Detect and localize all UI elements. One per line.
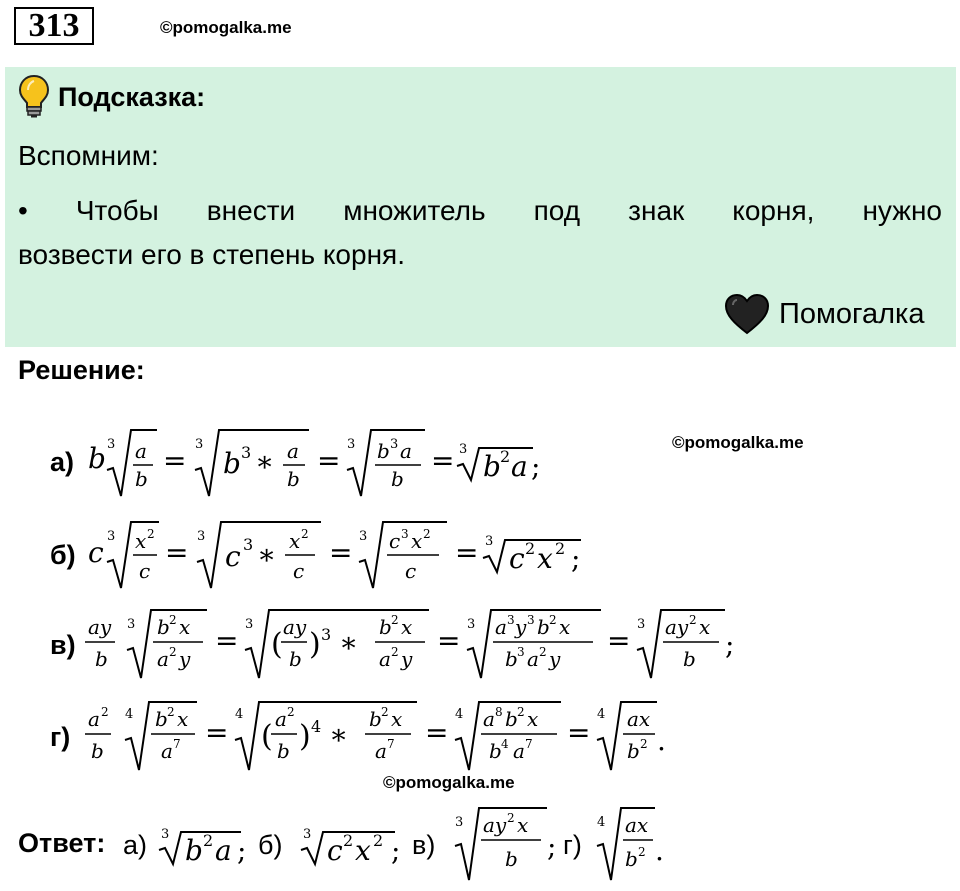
hint-title: Подсказка: bbox=[58, 82, 206, 112]
svg-text:3: 3 bbox=[303, 827, 312, 842]
heart-icon bbox=[724, 293, 770, 335]
svg-text:2: 2 bbox=[507, 811, 515, 825]
svg-text:x: x bbox=[401, 615, 413, 639]
svg-text:b: b bbox=[95, 647, 108, 671]
svg-text:c: c bbox=[139, 559, 151, 583]
svg-text:=: = bbox=[607, 624, 631, 657]
solution-title: Решение: bbox=[18, 355, 145, 385]
svg-text:b: b bbox=[505, 707, 518, 731]
svg-text:;: ; bbox=[725, 628, 735, 661]
svg-text:ay: ay bbox=[88, 615, 112, 639]
svg-text:a: a bbox=[511, 450, 528, 483]
svg-text:=: = bbox=[329, 536, 353, 569]
svg-text:a: a bbox=[527, 647, 539, 671]
svg-text:=: = bbox=[163, 444, 187, 477]
svg-text:b: b bbox=[369, 707, 382, 731]
hint-bullet-line2: возвести его в степень корня. bbox=[18, 239, 405, 270]
svg-text:(: ( bbox=[261, 719, 273, 754]
watermark: ©pomogalka.me bbox=[160, 18, 292, 37]
svg-text:3: 3 bbox=[107, 529, 116, 544]
answer-b-label: б) bbox=[258, 830, 283, 860]
svg-text:2: 2 bbox=[555, 539, 566, 558]
svg-text:x: x bbox=[135, 529, 147, 553]
svg-text:2: 2 bbox=[169, 645, 177, 659]
svg-text:b: b bbox=[185, 834, 203, 867]
svg-text:;: ; bbox=[237, 834, 247, 867]
svg-text:.: . bbox=[655, 834, 664, 867]
formula-v bbox=[85, 598, 745, 682]
svg-text:3: 3 bbox=[485, 534, 494, 549]
answer-g-label: г) bbox=[563, 830, 582, 860]
svg-text:3: 3 bbox=[459, 442, 468, 457]
svg-text:b: b bbox=[379, 615, 392, 639]
svg-text:2: 2 bbox=[167, 705, 175, 719]
svg-text:b: b bbox=[88, 442, 106, 475]
svg-text:3: 3 bbox=[195, 437, 204, 452]
svg-text:b: b bbox=[223, 447, 241, 480]
svg-text:3: 3 bbox=[347, 437, 356, 452]
svg-text:y: y bbox=[179, 647, 191, 671]
svg-text:∗: ∗ bbox=[255, 445, 275, 478]
svg-text:x: x bbox=[699, 615, 711, 639]
svg-text:b: b bbox=[537, 615, 550, 639]
svg-text:2: 2 bbox=[640, 737, 648, 751]
answer-a-label: а) bbox=[123, 830, 148, 860]
svg-text:=: = bbox=[165, 536, 189, 569]
svg-text:.: . bbox=[657, 724, 666, 757]
svg-text:ay: ay bbox=[483, 813, 507, 837]
svg-text:x: x bbox=[517, 813, 529, 837]
svg-text:2: 2 bbox=[343, 831, 354, 850]
svg-text:a: a bbox=[287, 439, 299, 463]
svg-text:2: 2 bbox=[689, 613, 697, 627]
svg-text:;: ; bbox=[547, 830, 557, 863]
svg-text:ay: ay bbox=[665, 615, 689, 639]
svg-text:2: 2 bbox=[101, 705, 109, 719]
svg-text:3: 3 bbox=[107, 437, 116, 452]
svg-text:4: 4 bbox=[501, 737, 509, 751]
svg-text:a: a bbox=[161, 739, 173, 763]
answer-formulas bbox=[155, 800, 675, 890]
svg-text:8: 8 bbox=[495, 705, 503, 719]
svg-text:∗: ∗ bbox=[329, 718, 349, 751]
svg-text:c: c bbox=[389, 529, 401, 553]
svg-text:x: x bbox=[391, 707, 403, 731]
svg-text:ax: ax bbox=[625, 813, 649, 837]
svg-text:b: b bbox=[155, 707, 168, 731]
svg-text:;: ; bbox=[391, 834, 401, 867]
svg-text:4: 4 bbox=[597, 815, 606, 830]
svg-text:=: = bbox=[215, 624, 239, 657]
svg-text:c: c bbox=[88, 536, 104, 569]
svg-text:b: b bbox=[289, 647, 302, 671]
svg-text:b: b bbox=[505, 647, 518, 671]
svg-text:2: 2 bbox=[203, 831, 214, 850]
svg-text:;: ; bbox=[531, 450, 541, 483]
svg-text:x: x bbox=[537, 542, 553, 575]
svg-text:2: 2 bbox=[549, 613, 557, 627]
svg-text:=: = bbox=[431, 444, 455, 477]
svg-text:∗: ∗ bbox=[339, 626, 359, 659]
hint-recall: Вспомним: bbox=[18, 140, 159, 171]
svg-text:b: b bbox=[625, 847, 638, 871]
svg-text:a: a bbox=[375, 739, 387, 763]
svg-text:3: 3 bbox=[467, 617, 476, 632]
svg-text:b: b bbox=[287, 467, 300, 491]
svg-text:3: 3 bbox=[637, 617, 646, 632]
svg-text:b: b bbox=[489, 739, 502, 763]
svg-text:): ) bbox=[299, 719, 311, 754]
item-label-a: а) bbox=[50, 447, 75, 477]
svg-text:=: = bbox=[205, 716, 229, 749]
svg-text:x: x bbox=[289, 529, 301, 553]
svg-text:a: a bbox=[135, 439, 147, 463]
svg-text:x: x bbox=[411, 529, 423, 553]
svg-text:2: 2 bbox=[517, 705, 525, 719]
svg-text:y: y bbox=[515, 615, 527, 639]
svg-text:): ) bbox=[309, 627, 321, 662]
svg-text:=: = bbox=[455, 536, 479, 569]
svg-text:3: 3 bbox=[241, 443, 252, 462]
svg-text:3: 3 bbox=[321, 625, 332, 644]
item-label-g: г) bbox=[50, 722, 71, 752]
svg-text:3: 3 bbox=[243, 535, 254, 554]
svg-text:a: a bbox=[275, 707, 287, 731]
svg-text:3: 3 bbox=[359, 529, 368, 544]
svg-text:3: 3 bbox=[455, 815, 464, 830]
item-label-b: б) bbox=[50, 540, 76, 570]
svg-text:a: a bbox=[379, 647, 391, 671]
svg-text:a: a bbox=[513, 739, 525, 763]
svg-text:b: b bbox=[377, 439, 390, 463]
svg-text:a: a bbox=[495, 615, 507, 639]
svg-text:a: a bbox=[483, 707, 495, 731]
svg-text:4: 4 bbox=[311, 717, 322, 736]
watermark-2: ©pomogalka.me bbox=[672, 433, 804, 452]
svg-text:3: 3 bbox=[517, 645, 525, 659]
svg-text:2: 2 bbox=[423, 527, 431, 541]
svg-text:b: b bbox=[505, 847, 518, 871]
svg-text:b: b bbox=[135, 467, 148, 491]
lightbulb-icon bbox=[18, 74, 50, 118]
svg-text:2: 2 bbox=[373, 831, 384, 850]
svg-text:b: b bbox=[391, 467, 404, 491]
svg-text:c: c bbox=[293, 559, 305, 583]
svg-text:3: 3 bbox=[401, 527, 409, 541]
svg-text:a: a bbox=[88, 707, 100, 731]
item-label-v: в) bbox=[50, 630, 76, 660]
svg-text:b: b bbox=[277, 739, 290, 763]
svg-text:c: c bbox=[225, 540, 241, 573]
svg-text:=: = bbox=[425, 716, 449, 749]
svg-text:a: a bbox=[215, 834, 232, 867]
svg-text:2: 2 bbox=[539, 645, 547, 659]
svg-text:=: = bbox=[317, 444, 341, 477]
svg-text:ax: ax bbox=[627, 707, 651, 731]
svg-text:2: 2 bbox=[525, 539, 536, 558]
svg-text:b: b bbox=[683, 647, 696, 671]
svg-text:7: 7 bbox=[173, 737, 181, 751]
svg-text:7: 7 bbox=[525, 737, 533, 751]
svg-text:3: 3 bbox=[197, 529, 206, 544]
svg-text:y: y bbox=[401, 647, 413, 671]
answer-v-label: в) bbox=[412, 830, 436, 860]
svg-text:3: 3 bbox=[527, 613, 535, 627]
svg-text:c: c bbox=[405, 559, 417, 583]
formula-b bbox=[85, 510, 605, 592]
task-number: 313 bbox=[14, 7, 94, 45]
answer-label: Ответ: bbox=[18, 828, 106, 858]
svg-text:4: 4 bbox=[597, 707, 606, 722]
svg-text:x: x bbox=[527, 707, 539, 731]
svg-text:2: 2 bbox=[169, 613, 177, 627]
svg-text:2: 2 bbox=[391, 613, 399, 627]
hint-brand: Помогалка bbox=[779, 298, 925, 330]
svg-text:b: b bbox=[627, 739, 640, 763]
svg-text:y: y bbox=[549, 647, 561, 671]
watermark-3: ©pomogalka.me bbox=[383, 773, 515, 792]
svg-text:2: 2 bbox=[147, 527, 155, 541]
svg-text:3: 3 bbox=[507, 613, 515, 627]
svg-text:b: b bbox=[157, 615, 170, 639]
svg-text:b: b bbox=[91, 739, 104, 763]
svg-text:x: x bbox=[177, 707, 189, 731]
svg-text:ay: ay bbox=[283, 615, 307, 639]
svg-text:c: c bbox=[509, 542, 525, 575]
svg-text:2: 2 bbox=[500, 447, 511, 466]
svg-text:3: 3 bbox=[390, 437, 399, 452]
svg-text:b: b bbox=[483, 450, 501, 483]
svg-text:(: ( bbox=[271, 627, 283, 662]
svg-text:2: 2 bbox=[391, 645, 399, 659]
svg-text:2: 2 bbox=[638, 845, 646, 859]
svg-text:3: 3 bbox=[127, 617, 136, 632]
svg-text:c: c bbox=[327, 834, 343, 867]
svg-text:2: 2 bbox=[301, 527, 309, 541]
svg-text:=: = bbox=[567, 716, 591, 749]
hint-bullet-line1: • Чтобы внести множитель под знак корня, нужно bbox=[18, 195, 942, 226]
svg-text:3: 3 bbox=[245, 617, 254, 632]
svg-text:x: x bbox=[559, 615, 571, 639]
svg-text:x: x bbox=[355, 834, 371, 867]
svg-text:a: a bbox=[400, 439, 412, 463]
svg-text:a: a bbox=[157, 647, 169, 671]
svg-text:4: 4 bbox=[455, 707, 464, 722]
svg-text:7: 7 bbox=[387, 737, 395, 751]
svg-text:2: 2 bbox=[381, 705, 389, 719]
svg-text:4: 4 bbox=[125, 707, 134, 722]
svg-text:;: ; bbox=[571, 542, 581, 575]
svg-text:∗: ∗ bbox=[257, 538, 277, 571]
svg-text:=: = bbox=[437, 624, 461, 657]
svg-text:x: x bbox=[179, 615, 191, 639]
svg-text:2: 2 bbox=[287, 705, 295, 719]
svg-text:4: 4 bbox=[235, 707, 244, 722]
formula-a bbox=[85, 418, 565, 498]
svg-text:3: 3 bbox=[161, 827, 170, 842]
formula-g bbox=[85, 688, 685, 778]
